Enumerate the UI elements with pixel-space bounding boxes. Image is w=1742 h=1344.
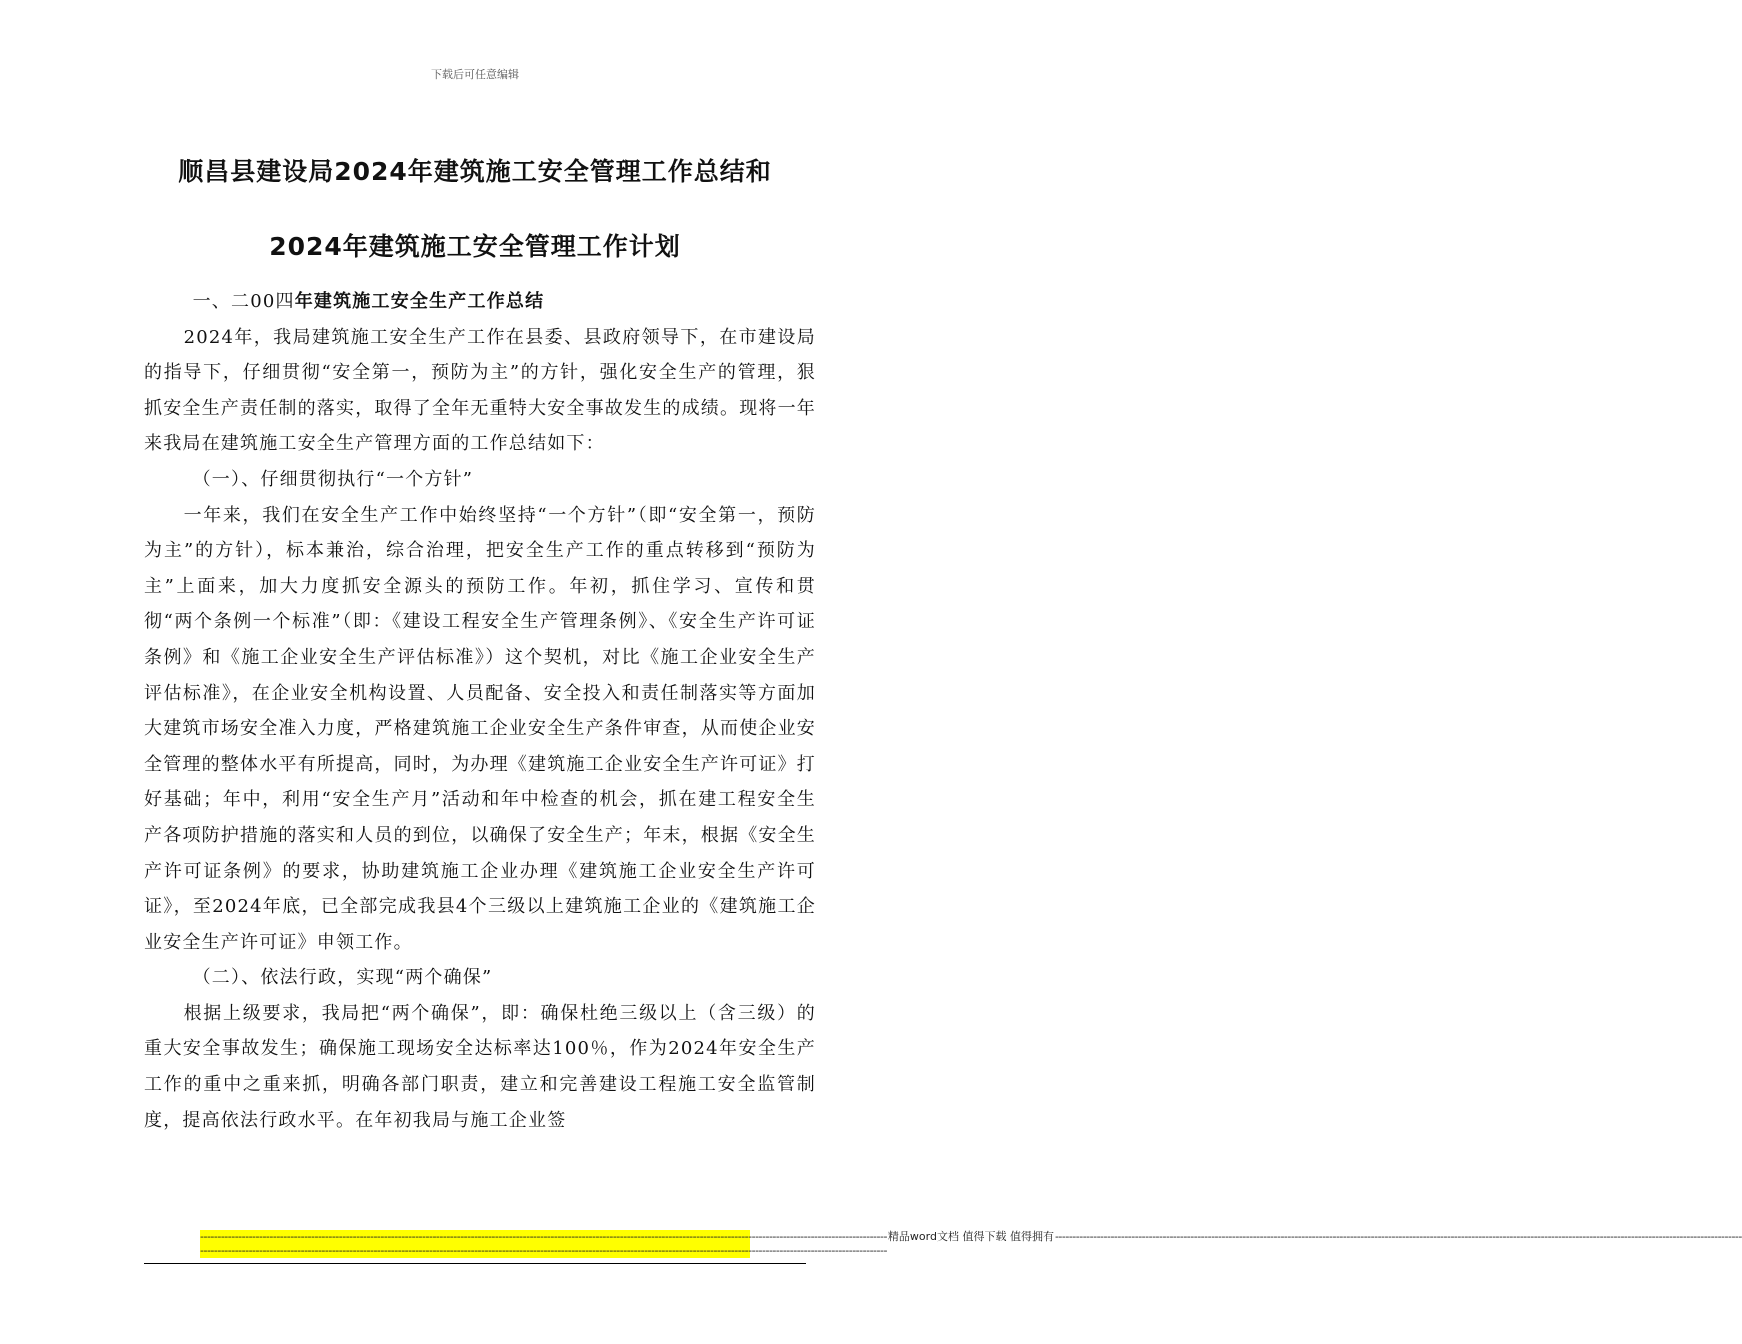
document-title-line-2: 2024年建筑施工安全管理工作计划 (269, 232, 681, 261)
footer-dash-full: ------------------------------------------------------------------------------------------------------------------------------------------------------------------------------------------------------ (200, 1244, 887, 1257)
section-heading-1-prefix: 一、二00四 (192, 291, 295, 312)
section-heading-2: （一）、仔细贯彻执行“一个方针” (192, 468, 474, 490)
section-heading-1-strong: 年建筑施工安全生产工作总结 (294, 291, 545, 312)
footer-banner-row-1 (200, 1230, 1742, 1244)
footer-banner-row-2 (200, 1244, 887, 1258)
footer-dash-left: ------------------------------------------------------------------------------------------------------------------------------------------------------------------------------------------------------ (200, 1230, 887, 1243)
footer-dash-right: ------------------------------------------------------------------------------------------------------------------------------------------------------------------------------------------------------ (1054, 1230, 1742, 1243)
document-body (144, 284, 816, 1138)
paragraph-3: 根据上级要求，我局把“两个确保”，即：确保杜绝三级以上（含三级）的重大安全事故发生；确保施工现场安全达标率达100％，作为2024年安全生产工作的重中之重来抓，明确各部门职责，建立和完善建设工程施工安全监管制度，提高依法行政水平。在年初我局与施工企业签 (144, 1002, 816, 1131)
document-title-line-1: 顺昌县建设局2024年建筑施工安全管理工作总结和 (178, 157, 772, 186)
footer-banner (200, 1230, 1742, 1258)
section-heading-3: （二）、依法行政，实现“两个确保” (192, 967, 493, 989)
footer-rule (144, 1263, 806, 1264)
header-note: 下载后可任意编辑 (431, 68, 519, 81)
footer-banner-label: 精品word文档 值得下载 值得拥有 (887, 1230, 1054, 1243)
paragraph-1: 2024年，我局建筑施工安全生产工作在县委、县政府领导下，在市建设局的指导下，仔细贯彻“安全第一，预防为主”的方针，强化安全生产的管理，狠抓安全生产责任制的落实，取得了全年无重特大安全事故发生的成绩。现将一年来我局在建筑施工安全生产管理方面的工作总结如下： (144, 326, 816, 455)
section-heading-1 (144, 284, 816, 320)
paragraph-2: 一年来，我们在安全生产工作中始终坚持“一个方针”（即“安全第一，预防为主”的方针），标本兼治，综合治理，把安全生产工作的重点转移到“预防为主”上面来，加大力度抓安全源头的预防工作。年初，抓住学习、宣传和贯彻“两个条例一个标准”（即：《建设工程安全生产管理条例》、《安全生产许可证条例》和《施工企业安全生产评估标准》）这个契机，对比《施工企业安全生产评估标准》，在企业安全机构设置、人员配备、安全投入和责任制落实等方面加大建筑市场安全准入力度，严格建筑施工企业安全生产条件审查，从而使企业安全管理的整体水平有所提高，同时，为办理《建筑施工企业安全生产许可证》打好基础；年中，利用“安全生产月”活动和年中检查的机会，抓在建工程安全生产各项防护措施的落实和人员的到位，以确保了安全生产；年末，根据《安全生产许可证条例》的要求，协助建筑施工企业办理《建筑施工企业安全生产许可证》，至2024年底，已全部完成我县4个三级以上建筑施工企业的《建筑施工企业安全生产许可证》申领工作。 (144, 504, 816, 953)
